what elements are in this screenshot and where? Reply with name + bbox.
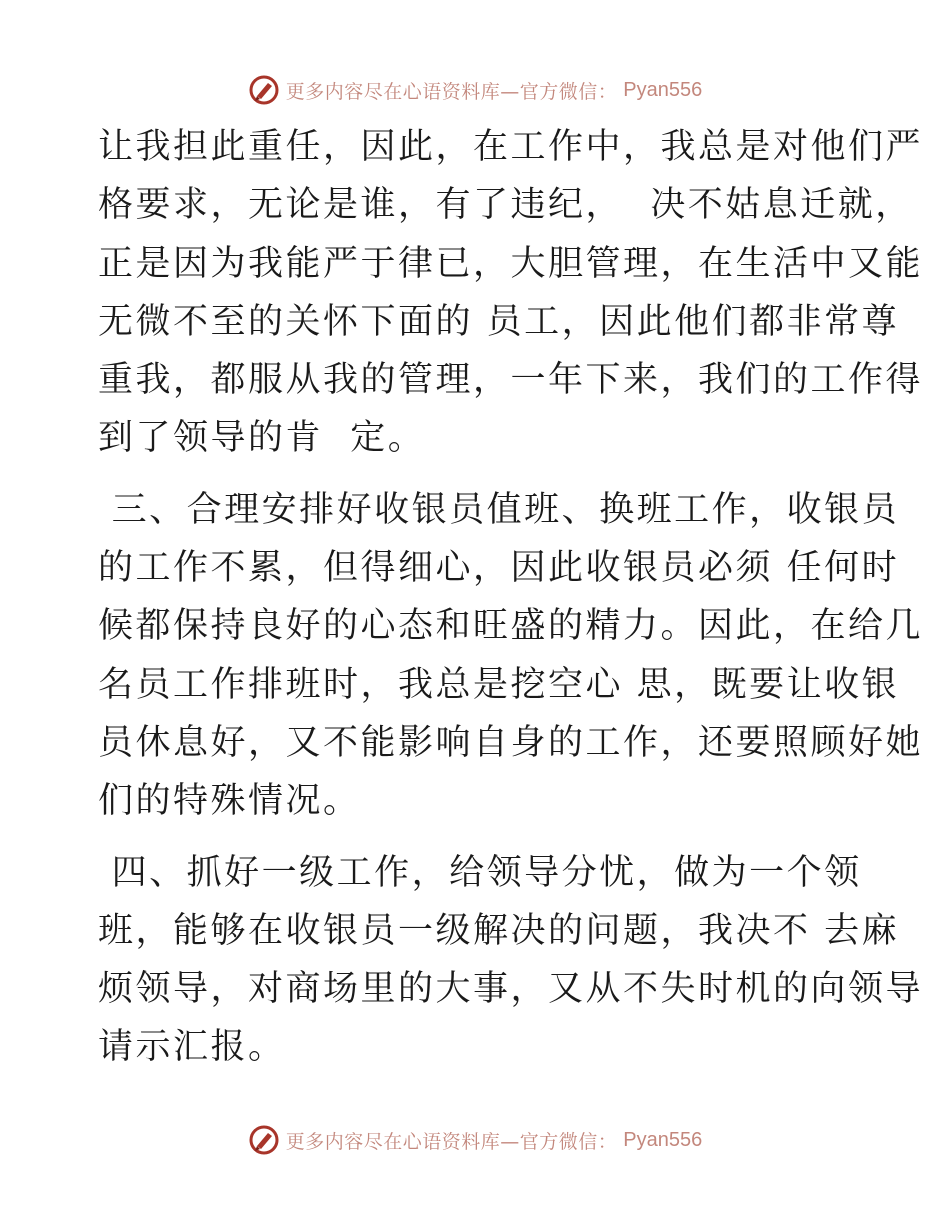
paragraph bbox=[98, 118, 924, 468]
banner-wechat-id: Pyan556 bbox=[623, 78, 703, 101]
document-body bbox=[98, 118, 924, 1077]
text-line: 请示汇报。 bbox=[98, 1027, 286, 1068]
text-line: 三、合理安排好收银员值班、换班工作，收银员 bbox=[98, 489, 900, 530]
text-line: 无微不至的关怀下面的 员工，因此他们都非常尊 bbox=[98, 301, 900, 342]
paragraph bbox=[98, 481, 924, 831]
text-line: 正是因为我能严于律已，大胆管理，在生活中又能 bbox=[98, 243, 924, 284]
banner-text: 更多内容尽在心语资料库—官方微信： bbox=[285, 80, 618, 103]
text-line: 让我担此重任，因此，在工作中，我总是对他们严 bbox=[98, 127, 924, 167]
pen-circle-logo-icon bbox=[248, 1124, 280, 1156]
text-line: 员休息好，又不能影响自身的工作，还要照顾好她 bbox=[98, 722, 924, 763]
text-line: 格要求，无论是谁，有了违纪， 决不姑息迁就， bbox=[98, 185, 913, 226]
text-line: 烦领导，对商场里的大事，又从不失时机的向领导 bbox=[98, 969, 924, 1010]
text-line: 们的特殊情况。 bbox=[98, 781, 361, 822]
text-line: 重我，都服从我的管理，一年下来，我们的工作得 bbox=[98, 360, 924, 401]
footer-banner bbox=[0, 1122, 950, 1158]
header-banner bbox=[0, 72, 950, 108]
text-line: 四、抓好一级工作，给领导分忧，做为一个领 bbox=[98, 852, 862, 893]
banner-text: 更多内容尽在心语资料库—官方微信： bbox=[285, 1130, 618, 1153]
pen-circle-logo-icon bbox=[248, 74, 280, 106]
text-line: 的工作不累，但得细心，因此收银员必须 任何时 bbox=[98, 548, 900, 589]
text-line: 名员工作排班时，我总是挖空心 思，既要让收银 bbox=[98, 664, 900, 705]
paragraph bbox=[98, 844, 924, 1077]
banner-wechat-id: Pyan556 bbox=[623, 1128, 703, 1151]
text-line: 班，能够在收银员一级解决的问题，我决不 去麻 bbox=[98, 910, 900, 951]
text-line: 候都保持良好的心态和旺盛的精力。因此，在给几 bbox=[98, 606, 924, 647]
text-line: 到了领导的肯 定。 bbox=[98, 418, 426, 459]
